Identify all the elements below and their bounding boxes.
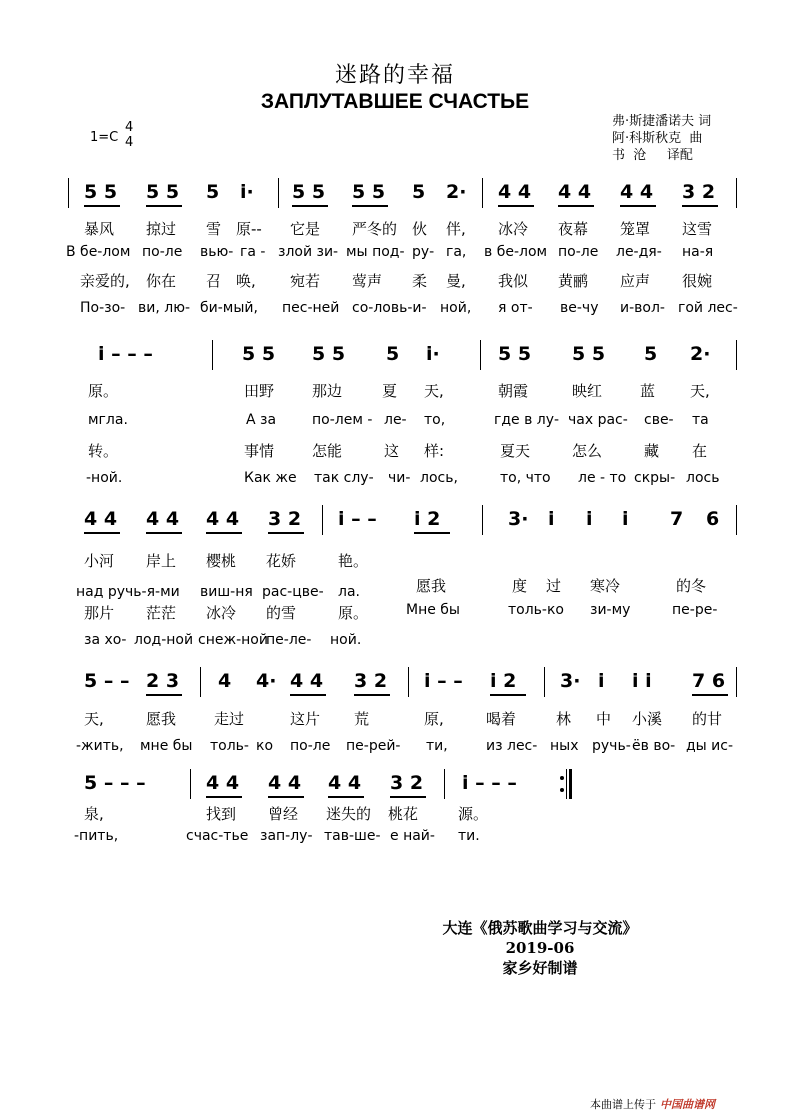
- lyric: 宛若: [290, 272, 321, 290]
- lyric: тав-ше-: [324, 828, 381, 844]
- note-group: 4 4: [498, 181, 532, 203]
- note-group: 5 5: [146, 181, 180, 203]
- note-group: 4: [218, 670, 232, 692]
- note-group: 5 5: [312, 343, 346, 365]
- lyric: би-мый,: [200, 300, 258, 316]
- lyric: 夏: [382, 382, 398, 400]
- lyric: 我似: [498, 272, 529, 290]
- lyric: 那边: [312, 382, 343, 400]
- lyric: 泉,: [84, 805, 104, 823]
- lyric: га,: [446, 244, 467, 260]
- lyric: А за: [246, 412, 277, 428]
- lyric: 茫茫: [146, 604, 177, 622]
- credits: [612, 113, 711, 164]
- lyric: 艳。: [338, 552, 369, 570]
- lyric: 荒: [354, 710, 370, 728]
- barline: [278, 178, 279, 208]
- note-group: i – –: [424, 670, 463, 692]
- lyric: 雪: [206, 220, 222, 238]
- lyric: ве-чу: [560, 300, 599, 316]
- lyric: 喝着: [486, 710, 517, 728]
- lyric: ных: [550, 738, 579, 754]
- note-group: 4 4: [558, 181, 592, 203]
- lyric: где в лу-: [494, 412, 560, 428]
- lyric: све-: [644, 412, 674, 428]
- barline: [190, 769, 191, 799]
- lyric: 那片: [84, 604, 115, 622]
- note-group: 5: [412, 181, 426, 203]
- lyric: 的甘: [692, 710, 723, 728]
- barline: [544, 667, 545, 697]
- lyric: 朝霞: [498, 382, 529, 400]
- site-logo[interactable]: 中国曲谱网: [660, 1098, 715, 1111]
- lyric: по-ле: [290, 738, 331, 754]
- note-group: i 2: [490, 670, 517, 692]
- lyric: зи-му: [590, 602, 631, 618]
- lyric: чах рас-: [568, 412, 628, 428]
- lyric: ру-: [412, 244, 435, 260]
- lyric: 冰冷: [498, 220, 529, 238]
- lyric: 天,: [690, 382, 710, 400]
- lyric: 暴风: [84, 220, 115, 238]
- lyric: 莺声: [352, 272, 383, 290]
- barline: [736, 340, 737, 370]
- lyric: -пить,: [74, 828, 119, 844]
- barline: [408, 667, 409, 697]
- lyric: ручь-: [592, 738, 631, 754]
- lyric: ле - то: [578, 470, 627, 486]
- lyric: ной.: [330, 632, 362, 648]
- lyric: 找到: [206, 805, 237, 823]
- lyric: со-ловь-и-: [352, 300, 427, 316]
- lyric: чи-: [388, 470, 411, 486]
- lyric: 花娇: [266, 552, 297, 570]
- lyric: 小河: [84, 552, 115, 570]
- note-group: 4 4: [84, 508, 118, 530]
- note-group: 2·: [446, 181, 467, 203]
- lyric: ви, лю-: [138, 300, 191, 316]
- lyric: ла.: [338, 584, 360, 600]
- lyric: 夏天: [500, 442, 531, 460]
- note-group: 3 2: [682, 181, 716, 203]
- note-group: 4 4: [146, 508, 180, 530]
- lyric: толь-ко: [508, 602, 564, 618]
- lyric: Мне бы: [406, 602, 460, 618]
- lyric: 岸上: [146, 552, 177, 570]
- lyric: зап-лу-: [260, 828, 313, 844]
- lyric: -ной.: [86, 470, 123, 486]
- lyric: 这片: [290, 710, 321, 728]
- lyric: мы под-: [346, 244, 405, 260]
- note-group: 2·: [690, 343, 711, 365]
- note-group: 5 5: [498, 343, 532, 365]
- barline: [482, 505, 483, 535]
- lyric: 在: [692, 442, 708, 460]
- lyric: 原。: [88, 382, 119, 400]
- note-group: 3·: [560, 670, 581, 692]
- credit-lyricist: 弗·斯捷潘诺夫 词: [612, 114, 712, 129]
- note-group: i – – –: [462, 772, 517, 794]
- barline: [200, 667, 201, 697]
- song-title-russian: ЗАПЛУТАВШЕЕ СЧАСТЬЕ: [260, 90, 530, 113]
- lyric: пе-ре-: [672, 602, 718, 618]
- lyric: 原--: [236, 220, 262, 238]
- lyric: ной,: [440, 300, 472, 316]
- lyric: По-зо-: [80, 300, 126, 316]
- lyric: 林: [556, 710, 572, 728]
- lyric: и-вол-: [620, 300, 665, 316]
- lyric: над ручь-я-ми: [76, 584, 180, 600]
- barline: [444, 769, 445, 799]
- lyric: 唤,: [236, 272, 256, 290]
- lyric: 召: [206, 272, 222, 290]
- lyric: 应声: [620, 272, 651, 290]
- note-group: 3 2: [390, 772, 424, 794]
- final-barline-thick: [569, 769, 572, 799]
- lyric: счас-тье: [186, 828, 249, 844]
- barline: [736, 178, 737, 208]
- note-group: i – –: [338, 508, 377, 530]
- note-group: i: [586, 508, 593, 530]
- note-group: 5 – – –: [84, 772, 146, 794]
- lyric: лод-ной: [134, 632, 194, 648]
- note-group: i: [598, 670, 605, 692]
- lyric: мгла.: [88, 412, 128, 428]
- lyric: лось,: [420, 470, 458, 486]
- lyric: 映红: [572, 382, 603, 400]
- note-group: 5 5: [352, 181, 386, 203]
- note-group: 4 4: [206, 772, 240, 794]
- lyric: 度: [512, 577, 528, 595]
- lyric: за хо-: [84, 632, 127, 648]
- lyric: 寒冷: [590, 577, 621, 595]
- upload-note: [590, 1096, 715, 1112]
- footer-group: 大连《俄苏歌曲学习与交流》: [442, 919, 638, 937]
- lyric: 柔: [412, 272, 428, 290]
- lyric: Как же: [244, 470, 297, 486]
- lyric: лось: [686, 470, 720, 486]
- note-group: 5 5: [242, 343, 276, 365]
- lyric: то,: [424, 412, 446, 428]
- lyric: 原,: [424, 710, 444, 728]
- lyric: 这雪: [682, 220, 713, 238]
- barline: [68, 178, 69, 208]
- lyric: ко: [256, 738, 274, 754]
- lyric: то, что: [500, 470, 551, 486]
- lyric: скры-: [634, 470, 676, 486]
- note-group: 2 3: [146, 670, 180, 692]
- lyric: 亲爱的,: [80, 272, 130, 290]
- lyric: 转。: [88, 442, 119, 460]
- lyric: 蓝: [640, 382, 656, 400]
- note-group: 5: [386, 343, 400, 365]
- note-group: i·: [426, 343, 440, 365]
- footer-author: 家乡好制谱: [502, 959, 578, 977]
- lyric: га -: [240, 244, 266, 260]
- lyric: 田野: [244, 382, 275, 400]
- lyric: в бе-лом: [484, 244, 548, 260]
- lyric: пе-рей-: [346, 738, 401, 754]
- note-group: 4 4: [268, 772, 302, 794]
- barline: [482, 178, 483, 208]
- lyric: 愿我: [416, 577, 447, 595]
- note-group: 3 2: [268, 508, 302, 530]
- footer-credit: [380, 918, 700, 978]
- lyric: я от-: [498, 300, 533, 316]
- lyric: -жить,: [76, 738, 124, 754]
- note-group: i: [622, 508, 629, 530]
- barline: [322, 505, 323, 535]
- lyric: 过: [546, 577, 562, 595]
- lyric: 原。: [338, 604, 369, 622]
- footer-date: 2019-06: [505, 939, 575, 957]
- lyric: 伴,: [446, 220, 466, 238]
- song-title-chinese: 迷路的幸福: [334, 63, 455, 88]
- final-barline-thin: [566, 769, 567, 799]
- lyric: по-ле: [558, 244, 599, 260]
- barline: [736, 667, 737, 697]
- lyric: гой лес-: [678, 300, 738, 316]
- lyric: толь-: [210, 738, 249, 754]
- barline: [212, 340, 213, 370]
- note-group: i·: [240, 181, 254, 203]
- lyric: 很婉: [682, 272, 713, 290]
- credit-translator: 书 沧 译配: [612, 148, 693, 163]
- note-group: 4 4: [206, 508, 240, 530]
- lyric: В бе-лом: [66, 244, 131, 260]
- lyric: е най-: [390, 828, 435, 844]
- note-group: 4 4: [620, 181, 654, 203]
- lyric: так слу-: [314, 470, 374, 486]
- lyric: та: [692, 412, 709, 428]
- lyric: вью-: [200, 244, 234, 260]
- key-signature: [90, 120, 134, 150]
- lyric: ёв во-: [632, 738, 676, 754]
- lyric: 天,: [84, 710, 104, 728]
- note-group: 5 – –: [84, 670, 130, 692]
- lyric: ды ис-: [686, 738, 734, 754]
- time-sig-bottom: 4: [125, 135, 134, 150]
- lyric: пес-ней: [282, 300, 340, 316]
- lyric: ти,: [426, 738, 448, 754]
- lyric: 天,: [424, 382, 444, 400]
- lyric: ле-: [384, 412, 407, 428]
- note-group: 7: [670, 508, 684, 530]
- lyric: 事情: [244, 442, 275, 460]
- note-group: i 2: [414, 508, 441, 530]
- note-group: 4 4: [328, 772, 362, 794]
- note-group: 4·: [256, 670, 277, 692]
- time-signature: [125, 120, 133, 150]
- lyric: 源。: [458, 805, 489, 823]
- barline: [480, 340, 481, 370]
- lyric: пе-ле-: [266, 632, 312, 648]
- lyric: 黄鹂: [558, 272, 589, 290]
- note-group: i – – –: [98, 343, 153, 365]
- note-group: 5 5: [84, 181, 118, 203]
- lyric: 桃花: [388, 805, 419, 823]
- lyric: 严冬的: [352, 220, 398, 238]
- credit-composer: 阿·科斯秋克 曲: [612, 131, 703, 146]
- lyric: 笼罩: [620, 220, 651, 238]
- lyric: 曼,: [446, 272, 466, 290]
- upload-note-text: 本曲谱上传于: [590, 1098, 656, 1111]
- lyric: 的雪: [266, 604, 297, 622]
- note-group: 5 5: [572, 343, 606, 365]
- lyric: виш-ня: [200, 584, 253, 600]
- lyric: рас-цве-: [262, 584, 324, 600]
- note-group: 7 6: [692, 670, 726, 692]
- lyric: 你在: [146, 272, 177, 290]
- lyric: 冰冷: [206, 604, 237, 622]
- lyric: 夜幕: [558, 220, 589, 238]
- lyric: на-я: [682, 244, 714, 260]
- lyric: 走过: [214, 710, 245, 728]
- lyric: 怎能: [312, 442, 343, 460]
- lyric: 藏: [644, 442, 660, 460]
- note-group: i i: [632, 670, 652, 692]
- key-text: 1=C: [90, 130, 119, 145]
- lyric: 怎么: [572, 442, 603, 460]
- lyric: 的冬: [676, 577, 707, 595]
- note-group: i: [548, 508, 555, 530]
- lyric: 樱桃: [206, 552, 237, 570]
- lyric: 它是: [290, 220, 321, 238]
- lyric: 迷失的: [326, 805, 372, 823]
- lyric: снеж-ной: [198, 632, 268, 648]
- lyric: 掠过: [146, 220, 177, 238]
- lyric: по-ле: [142, 244, 183, 260]
- lyric: 愿我: [146, 710, 177, 728]
- lyric: 样:: [424, 442, 445, 460]
- lyric: злой зи-: [278, 244, 339, 260]
- note-group: 5 5: [292, 181, 326, 203]
- lyric: 伙: [412, 220, 428, 238]
- lyric: из лес-: [486, 738, 538, 754]
- lyric: по-лем -: [312, 412, 373, 428]
- lyric: ти.: [458, 828, 480, 844]
- note-group: 5: [644, 343, 658, 365]
- lyric: 曾经: [268, 805, 299, 823]
- time-sig-top: 4: [125, 120, 134, 135]
- lyric: 中: [596, 710, 612, 728]
- lyric: мне бы: [140, 738, 193, 754]
- note-group: 5: [206, 181, 220, 203]
- note-group: 3 2: [354, 670, 388, 692]
- barline: [736, 505, 737, 535]
- lyric: 这: [384, 442, 400, 460]
- note-group: 6: [706, 508, 720, 530]
- note-group: 3·: [508, 508, 529, 530]
- lyric: ле-дя-: [616, 244, 662, 260]
- lyric: 小溪: [632, 710, 663, 728]
- note-group: 4 4: [290, 670, 324, 692]
